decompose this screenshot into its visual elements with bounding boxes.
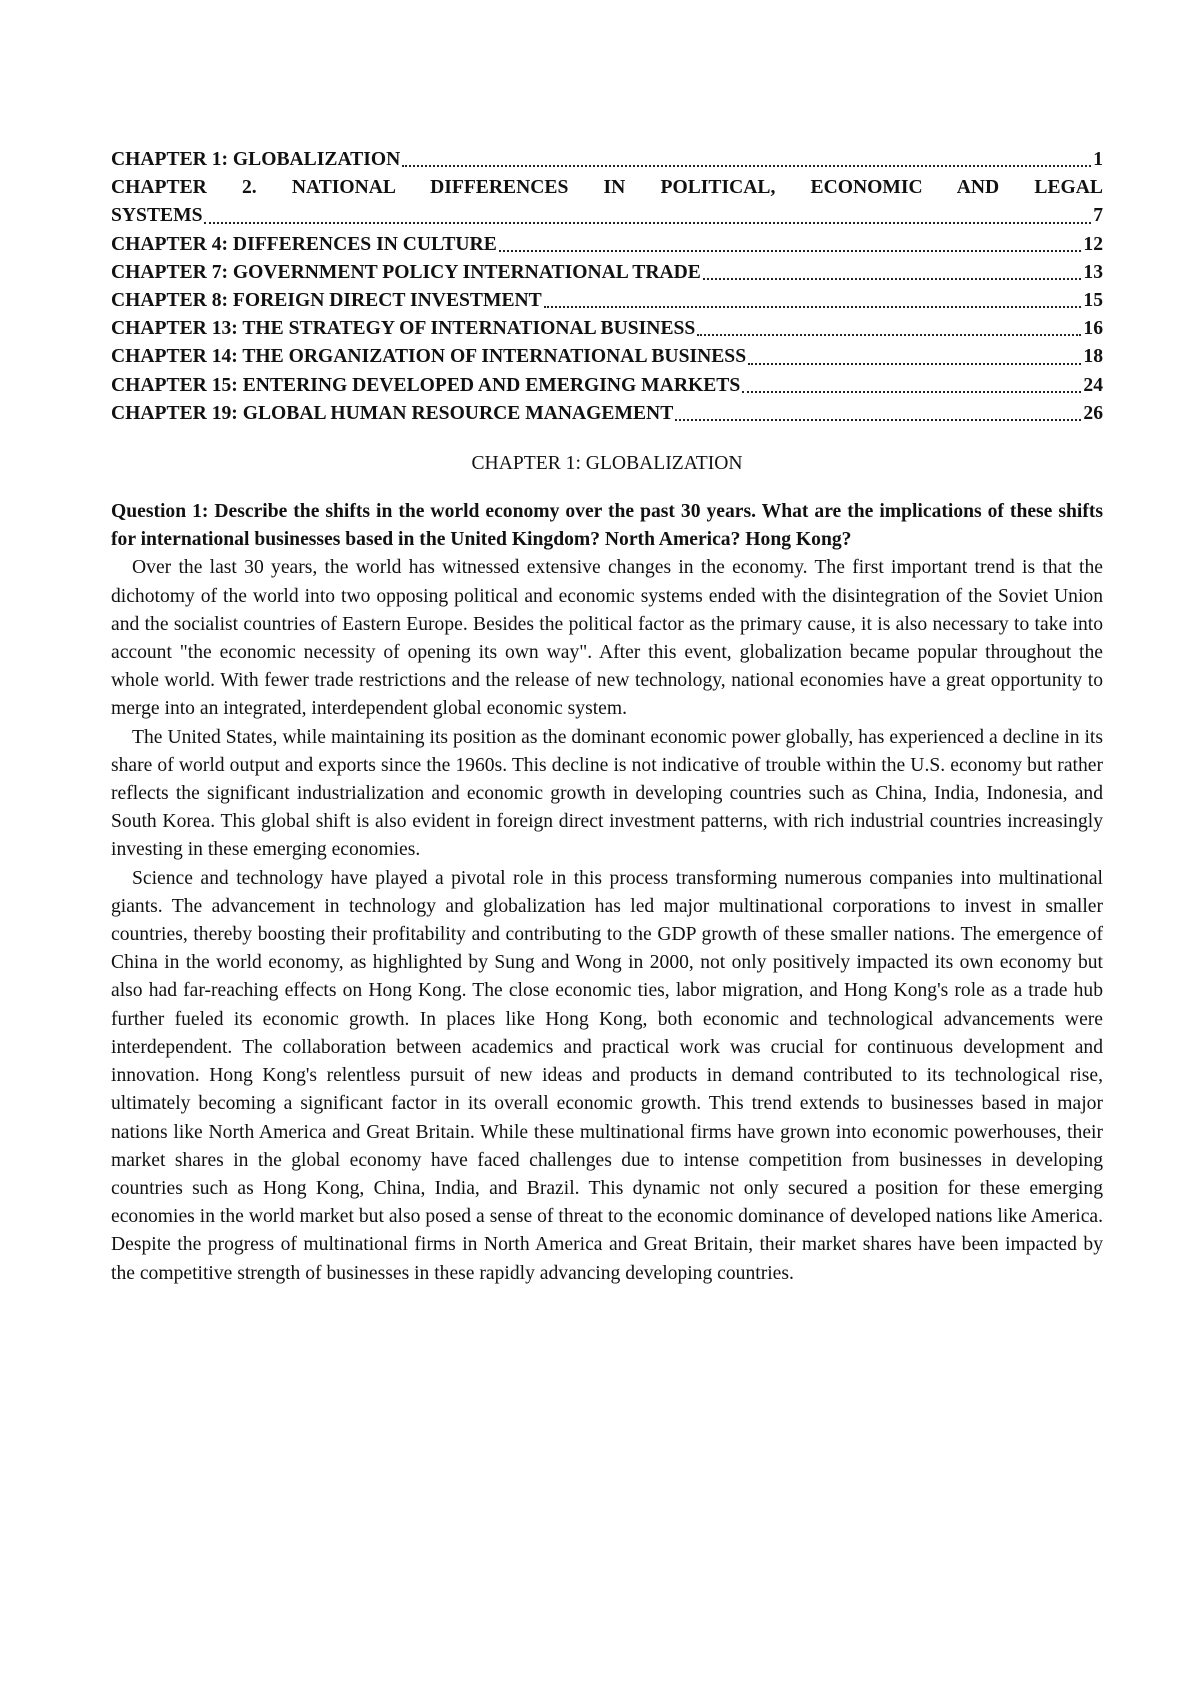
chapter-heading: CHAPTER 1: GLOBALIZATION — [471, 453, 743, 475]
toc-page-number: 24 — [1083, 374, 1103, 396]
toc-entry-title: CHAPTER 8: FOREIGN DIRECT INVESTMENT — [111, 290, 542, 312]
toc-leader-dots — [499, 249, 1082, 252]
toc-leader-dots — [703, 277, 1082, 280]
body-paragraph: Over the last 30 years, the world has witnessed extensive changes in the economy. The first important trend is that the dichotomy of the world into two opposing political and economic systems ended with the disintegration of the Soviet Union and the socialist countries of Eastern Europe. Besides the political factor as the primary cause, it is also necessary to take into account "the economic necessity of opening its own way". After this event, globalization became popular throughout the whole world. With fewer trade restrictions and the release of new technology, national economies have a great opportunity to merge into an integrated, interdependent global economic system. — [111, 557, 1103, 720]
toc-page-number: 15 — [1083, 290, 1103, 312]
toc-page-number: 26 — [1083, 402, 1103, 424]
toc-entry[interactable] — [111, 343, 1103, 371]
toc-leader-dots — [697, 333, 1081, 336]
toc-entry[interactable] — [111, 146, 1103, 174]
toc-entry[interactable] — [111, 231, 1103, 259]
toc-entry[interactable] — [111, 174, 1103, 230]
table-of-contents — [111, 146, 1103, 428]
toc-page-number: 1 — [1093, 149, 1103, 170]
toc-leader-dots — [402, 164, 1091, 167]
toc-entry-title: CHAPTER 19: GLOBAL HUMAN RESOURCE MANAGEMENT — [111, 402, 674, 424]
toc-page-number: 7 — [1093, 205, 1103, 227]
question-text: Question 1: Describe the shifts in the world economy over the past 30 years. What are the implications of these shifts for international businesses based in the United Kingdom? North America? Hong Kong? — [111, 501, 1103, 551]
toc-entry[interactable] — [111, 259, 1103, 287]
toc-leader-dots — [675, 418, 1081, 421]
toc-entry-title: CHAPTER 4: DIFFERENCES IN CULTURE — [111, 233, 497, 255]
toc-entry-title: CHAPTER 14: THE ORGANIZATION OF INTERNATIONAL BUSINESS — [111, 346, 747, 368]
toc-entry-title: CHAPTER 2. NATIONAL DIFFERENCES IN POLITICAL, ECONOMIC AND LEGAL — [111, 177, 1103, 199]
toc-entry[interactable] — [111, 287, 1103, 315]
toc-entry-title: CHAPTER 7: GOVERNMENT POLICY INTERNATIONAL TRADE — [111, 261, 701, 283]
toc-page-number: 18 — [1083, 346, 1103, 368]
toc-entry-continuation — [111, 202, 1103, 230]
toc-page-number: 16 — [1083, 318, 1103, 340]
toc-page-number: 13 — [1083, 261, 1103, 283]
toc-leader-dots — [748, 362, 1081, 365]
toc-page-number: 12 — [1083, 233, 1103, 255]
body-paragraph: Science and technology have played a pivotal role in this process transforming numerous companies into multinational giants. The advancement in technology and globalization has led major multinational corporations to invest in smaller countries, thereby boosting their profitability and contributing to the GDP growth of these smaller nations. The emergence of China in the world economy, as highlighted by Sung and Wong in 2000, not only positively impacted its own economy but also had far-reaching effects on Hong Kong. The close economic ties, labor migration, and Hong Kong's role as a trade hub further fueled its economic growth. In places like Hong Kong, both economic and technological advancements were interdependent. The collaboration between academics and practical work was crucial for continuous development and innovation. Hong Kong's relentless pursuit of new ideas and products in demand contributed to its technological rise, ultimately becoming a significant factor in its overall economic growth. This trend extends to businesses based in major nations like North America and Great Britain. While these multinational firms have grown into economic powerhouses, their market shares in the global economy have faced challenges due to intense competition from businesses in developing countries such as Hong Kong, China, India, and Brazil. This dynamic not only secured a position for these emerging economies in the world market but also posed a sense of threat to the economic dominance of developed nations like America. Despite the progress of multinational firms in North America and Great Britain, their market shares have been impacted by the competitive strength of businesses in these rapidly advancing developing countries. — [111, 867, 1103, 1284]
body-paragraph: The United States, while maintaining its position as the dominant economic power globally, has experienced a decline in its share of world output and exports since the 1960s. This decline is not indicative of trouble within the U.S. economy but rather reflects the significant industrialization and economic growth in developing countries such as China, India, Indonesia, and South Korea. This global shift is also evident in foreign direct investment patterns, with rich industrial countries increasingly investing in these emerging economies. — [111, 726, 1103, 861]
toc-entry-title: CHAPTER 15: ENTERING DEVELOPED AND EMERGING MARKETS — [111, 374, 741, 396]
toc-entry[interactable] — [111, 315, 1103, 343]
toc-entry[interactable] — [111, 400, 1103, 428]
toc-entry-title: CHAPTER 13: THE STRATEGY OF INTERNATIONAL BUSINESS — [111, 318, 696, 340]
toc-leader-dots — [742, 390, 1081, 393]
toc-leader-dots — [204, 221, 1091, 224]
toc-leader-dots — [544, 305, 1082, 308]
toc-entry-title: SYSTEMS — [111, 205, 203, 227]
toc-entry-title: CHAPTER 1: GLOBALIZATION — [111, 149, 401, 170]
toc-entry[interactable] — [111, 372, 1103, 400]
